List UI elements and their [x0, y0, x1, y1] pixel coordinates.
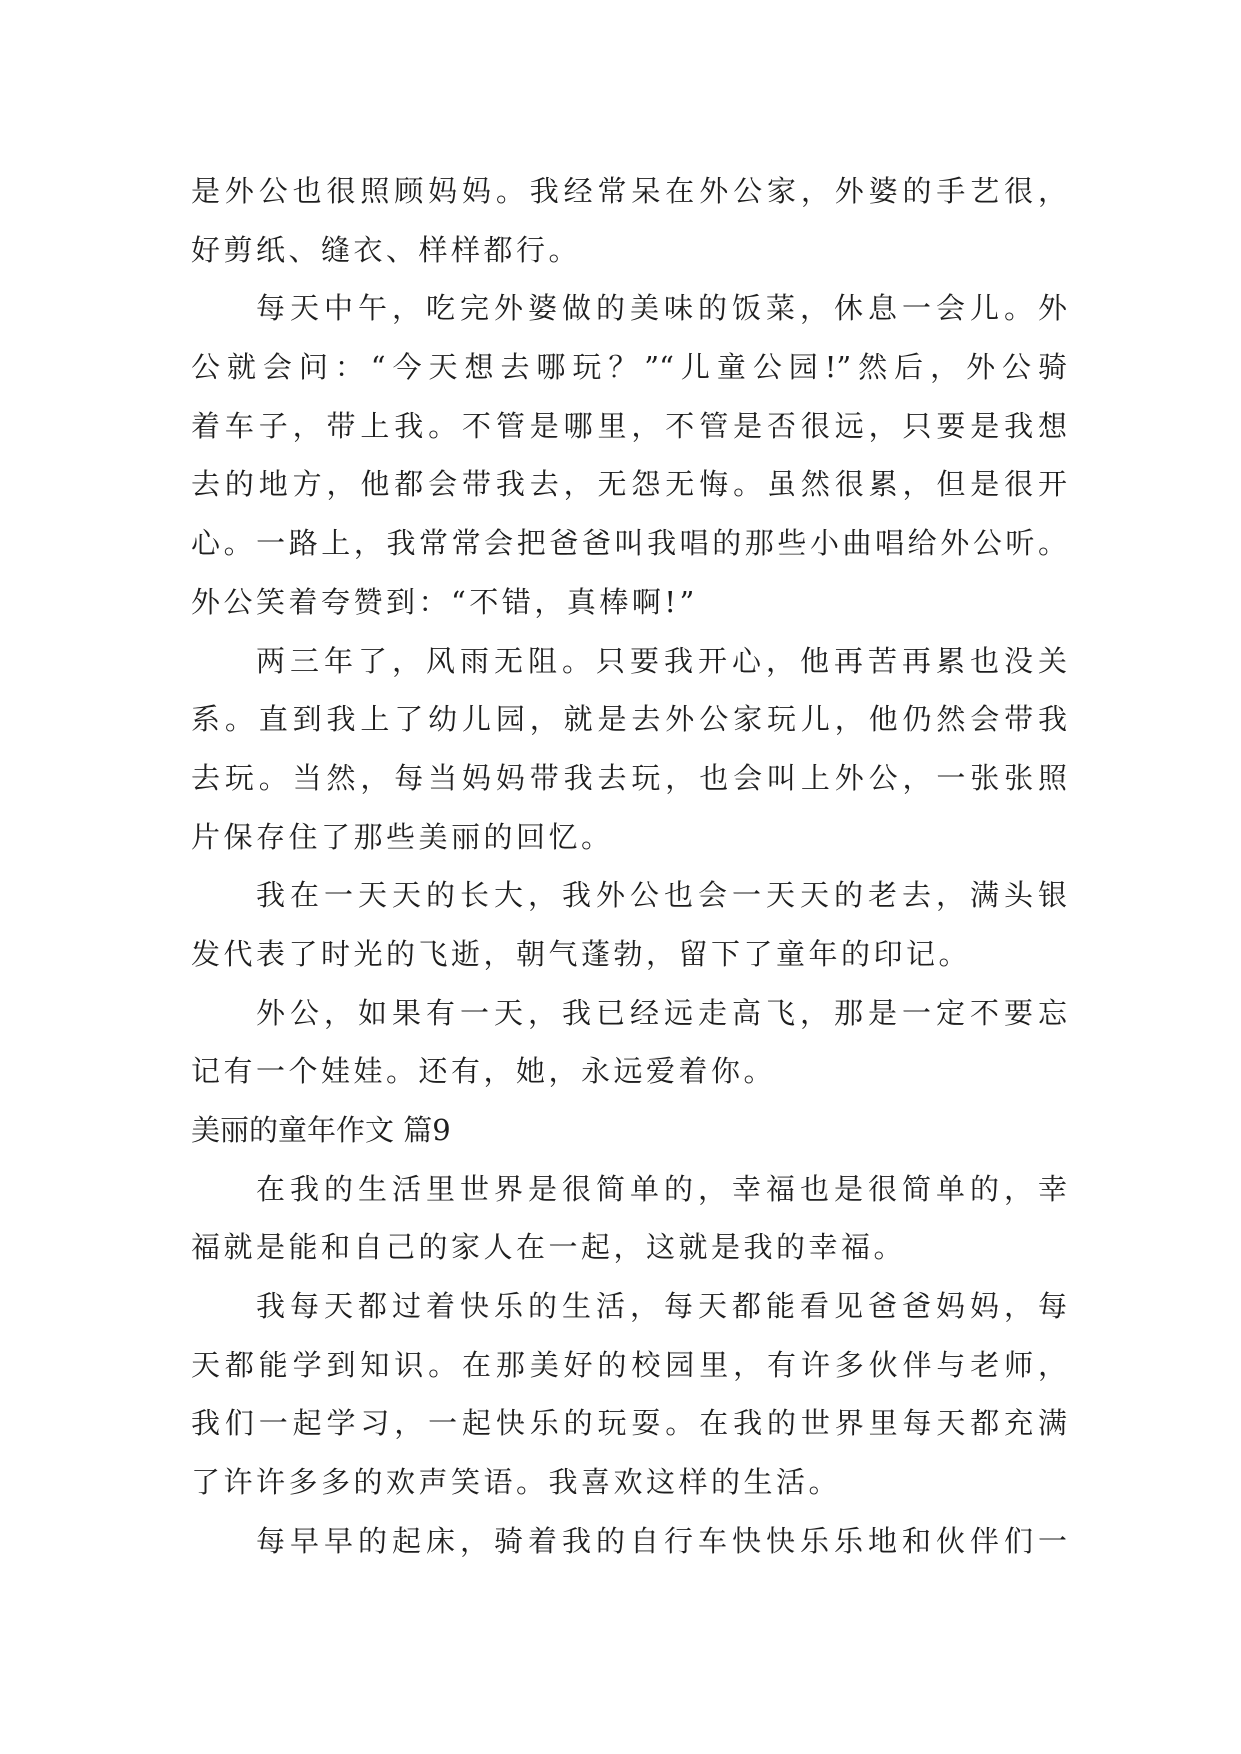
paragraph-line: 去玩。当然，每当妈妈带我去玩，也会叫上外公，一张张照	[191, 760, 1067, 795]
paragraph-line: 是外公也很照顾妈妈。我经常呆在外公家，外婆的手艺很，	[191, 174, 1067, 208]
paragraph	[191, 866, 1067, 983]
paragraph-line: 我在一天天的长大，我外公也会一天天的老去，满头银	[256, 878, 1067, 913]
paragraph-line: 记有一个娃娃。还有，她，永远爱着你。	[191, 1054, 777, 1089]
paragraph-line: 公就会问：“今天想去哪玩？”“儿童公园!”然后，外公骑	[191, 350, 1067, 385]
section-heading: 美丽的童年作文 篇9	[191, 1113, 451, 1147]
paragraph-line: 每早早的起床，骑着我的自行车快快乐乐地和伙伴们一	[256, 1523, 1067, 1558]
paragraph-line: 福就是能和自己的家人在一起，这就是我的幸福。	[191, 1230, 907, 1265]
paragraph-line: 好剪纸、缝衣、样样都行。	[191, 232, 582, 267]
paragraph-line: 片保存住了那些美丽的回忆。	[191, 819, 614, 854]
paragraph-line: 天都能学到知识。在那美好的校园里，有许多伙伴与老师，	[191, 1347, 1067, 1382]
paragraph-line: 着车子，带上我。不管是哪里，不管是否很远，只要是我想	[191, 408, 1067, 443]
paragraph	[191, 984, 1067, 1101]
paragraph-line: 了许许多多的欢声笑语。我喜欢这样的生活。	[191, 1465, 842, 1500]
paragraph-line: 系。直到我上了幼儿园，就是去外公家玩儿，他仍然会带我	[191, 702, 1067, 737]
paragraph-line: 发代表了时光的飞逝，朝气蓬勃，留下了童年的印记。	[191, 936, 972, 971]
paragraph	[191, 1160, 1067, 1277]
paragraph-line: 去的地方，他都会带我去，无怨无悔。虽然很累，但是很开	[191, 467, 1067, 502]
document-body	[191, 162, 1067, 1571]
paragraph	[191, 1277, 1067, 1512]
paragraph-line: 我们一起学习，一起快乐的玩耍。在我的世界里每天都充满	[191, 1406, 1067, 1441]
paragraph	[191, 632, 1067, 867]
paragraph-line: 我每天都过着快乐的生活，每天都能看见爸爸妈妈，每	[256, 1289, 1067, 1324]
paragraph-line: 每天中午，吃完外婆做的美味的饭菜，休息一会儿。外	[256, 291, 1067, 326]
paragraph-line: 外公笑着夸赞到：“不错，真棒啊!”	[191, 584, 698, 619]
paragraph	[191, 162, 1067, 279]
paragraph-line: 外公，如果有一天，我已经远走高飞，那是一定不要忘	[256, 995, 1067, 1030]
paragraph-line: 在我的生活里世界是很简单的，幸福也是很简单的，幸	[256, 1171, 1067, 1206]
paragraph	[191, 1512, 1067, 1571]
paragraph-line: 心。一路上，我常常会把爸爸叫我唱的那些小曲唱给外公听。	[191, 526, 1067, 561]
paragraph-line: 两三年了，风雨无阻。只要我开心，他再苦再累也没关	[256, 643, 1067, 678]
paragraph	[191, 279, 1067, 631]
